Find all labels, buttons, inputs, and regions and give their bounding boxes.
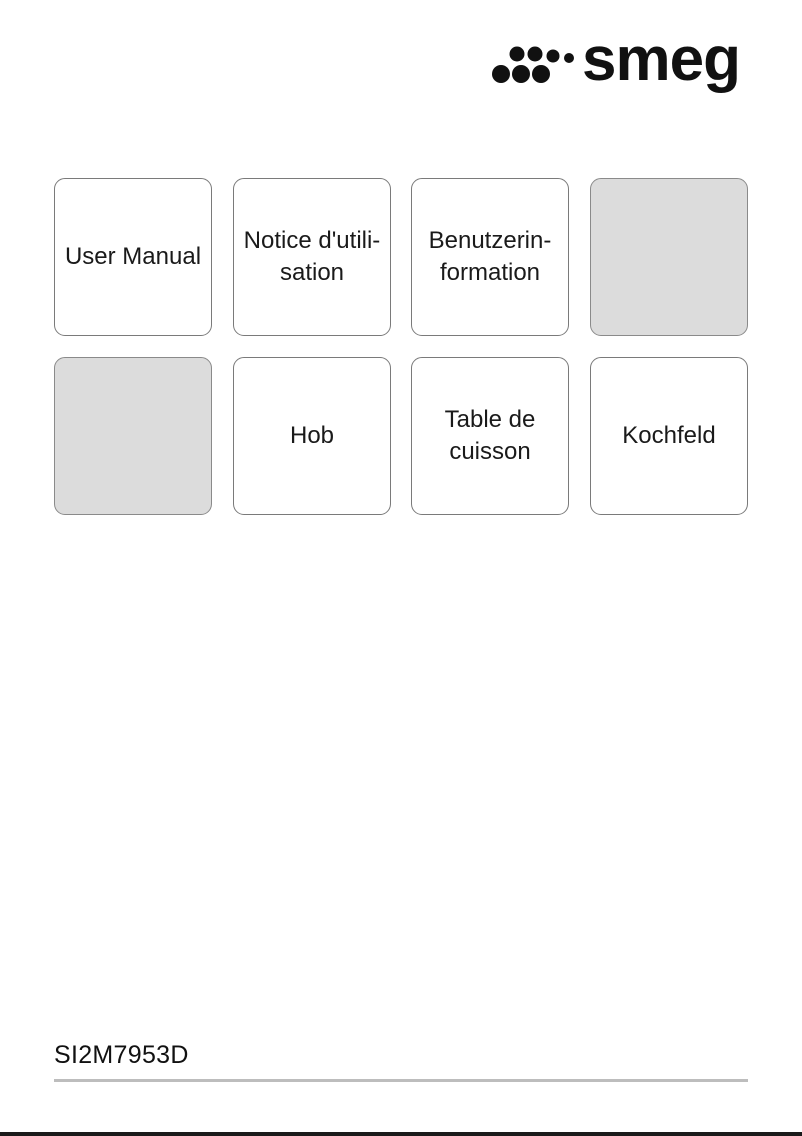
tile-hob: Hob bbox=[233, 357, 391, 515]
logo-dot bbox=[547, 50, 560, 63]
model-code: SI2M7953D bbox=[54, 1041, 189, 1069]
smeg-logo bbox=[490, 34, 750, 94]
logo-dot bbox=[528, 47, 543, 62]
language-tile-grid bbox=[54, 178, 748, 516]
logo-dot bbox=[510, 47, 525, 62]
logo-dot bbox=[512, 65, 530, 83]
logo-dot bbox=[532, 65, 550, 83]
tile-user-manual: User Manual bbox=[54, 178, 212, 336]
smeg-logo-graphic bbox=[490, 34, 750, 94]
logo-wordmark: smeg bbox=[582, 34, 740, 94]
tile-blank bbox=[590, 178, 748, 336]
tile-kochfeld: Kochfeld bbox=[590, 357, 748, 515]
logo-dot bbox=[492, 65, 510, 83]
tile-notice-utilisation: Notice d'utili- sation bbox=[233, 178, 391, 336]
tile-benutzerinformation: Benutzerin- formation bbox=[411, 178, 569, 336]
tile-blank bbox=[54, 357, 212, 515]
logo-dot bbox=[564, 53, 574, 63]
tile-table-de-cuisson: Table de cuisson bbox=[411, 357, 569, 515]
model-divider bbox=[54, 1079, 748, 1082]
page-bottom-border bbox=[0, 1132, 802, 1136]
